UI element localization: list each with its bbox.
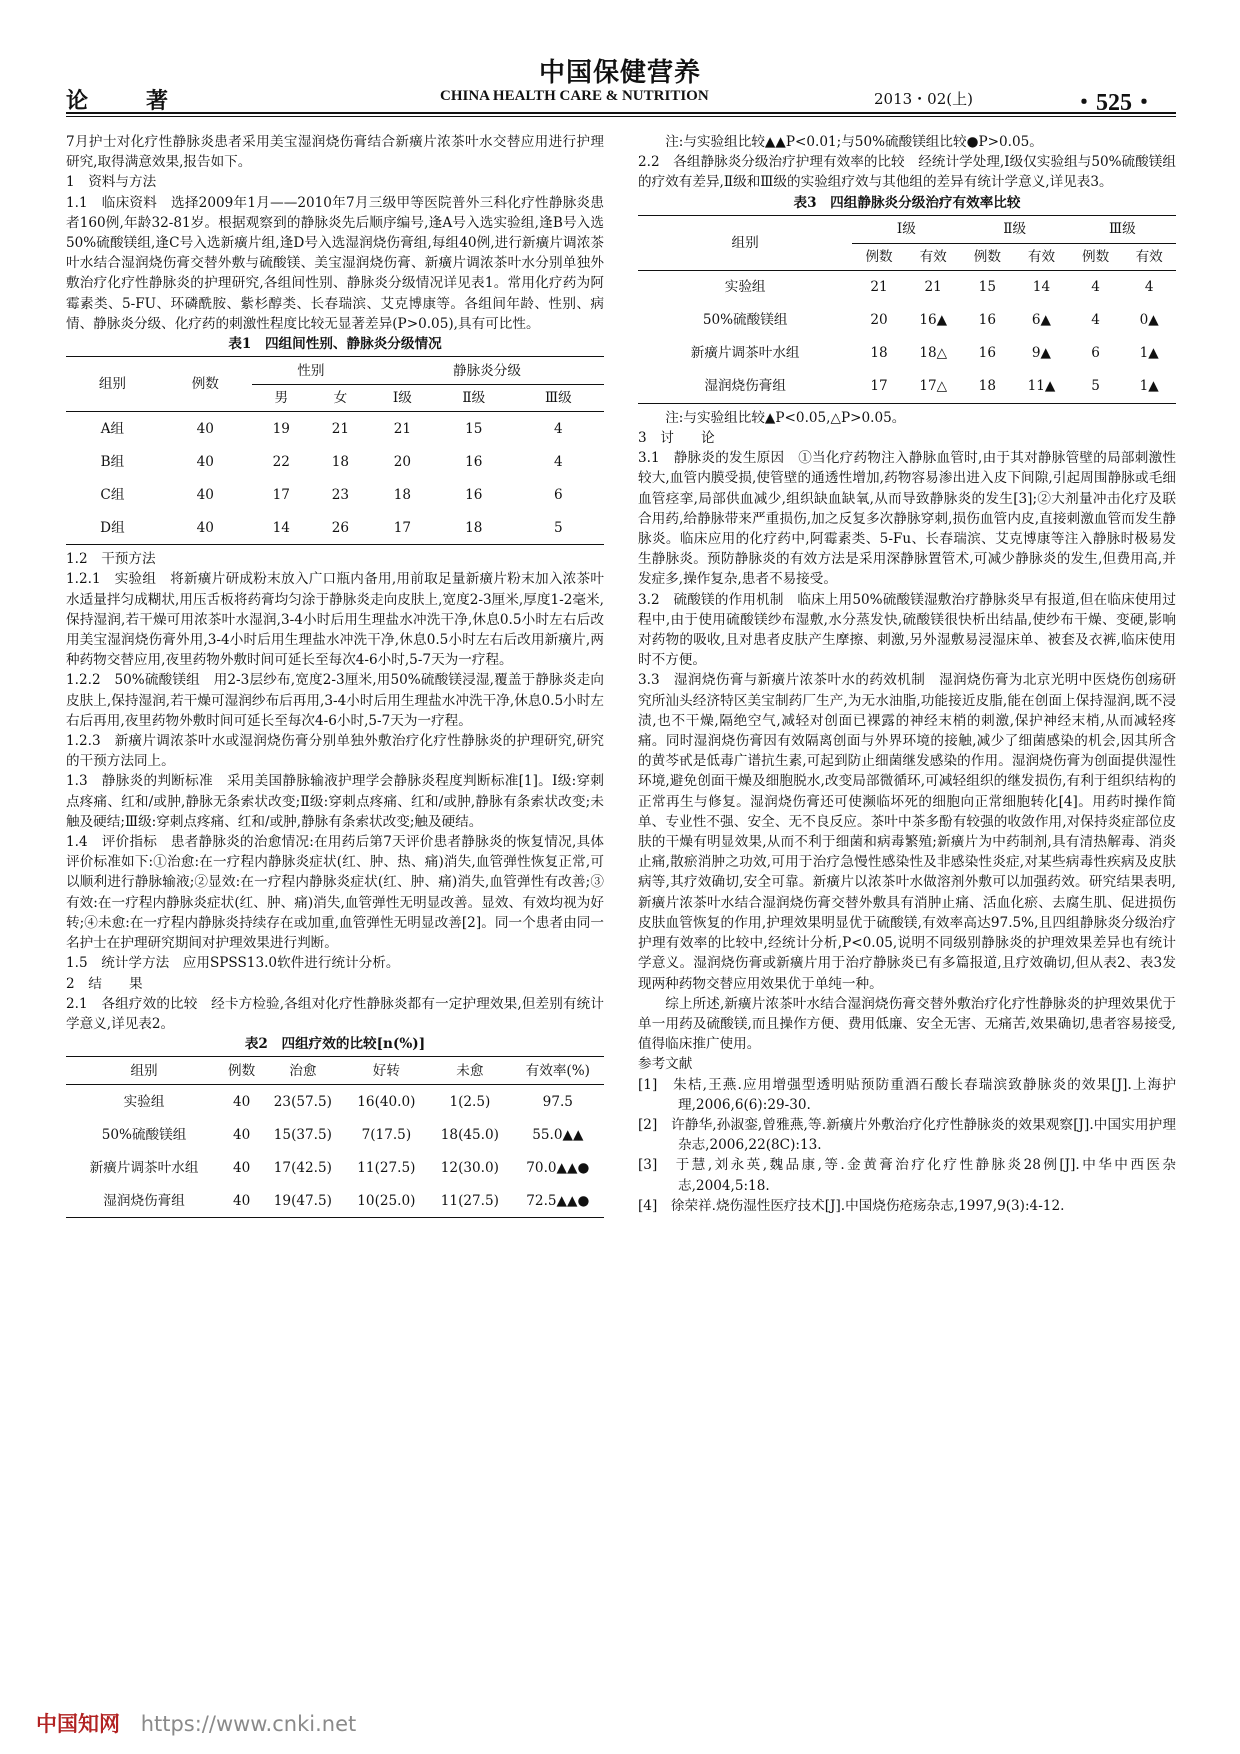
section-label: 论 著 [66,88,187,114]
cnki-logo: 中国知网 [36,1712,120,1736]
table-cell: 18△ [919,345,948,362]
table-cell: 17 [370,511,435,545]
table-cell: 18(45.0) [440,1126,499,1143]
table-cell: 7(17.5) [361,1126,412,1143]
table-cell: 16(40.0) [357,1093,416,1110]
table-header: 性别 [252,357,370,385]
section-heading: 1 资料与方法 [66,174,157,191]
paragraph-1-1: 1.1 临床资料 选择2009年1月——2010年7月三级甲等医院普外三科化疗性静脉炎患者160例,年龄32-81岁。根据观察到的静脉炎先后顺序编号,逢A号入选实验组,逢B号入选50%硫酸镁组,逢C号入选新癀片组,逢D号入选湿润烧伤膏组,每组40例,进行新癀片调浓茶叶水结合湿润烧伤膏交替外敷与硫酸镁、美宝湿润烧伤膏、新癀片调浓茶叶水分别单独外敷治疗化疗性静脉炎的护理研究,各组间性别、静脉炎分级情况详见表1。常用化疗药为阿霉素类、5-FU、环磷酰胺、紫杉醇类、长春瑞滨、艾克博康等。各组间年龄、性别、病情、静脉炎分级、化疗药的刺激性程度比较无显著差异(P>0.05),具有可比性。 [66,194,604,332]
table-cell: 40 [196,420,214,437]
table-cell: 97.5 [542,1093,573,1110]
page-number: ・525・ [1072,90,1156,116]
table-cell: 10(25.0) [345,1184,429,1218]
table-row [638,370,1176,404]
left-column [66,132,604,1222]
table-cell: 40 [196,453,214,470]
table-cell: 70.0▲▲● [526,1159,590,1176]
table-header: Ⅱ级 [961,215,1069,243]
journal-title-en: CHINA HEALTH CARE & NUTRITION [440,88,709,104]
table-2-note: 注:与实验组比较▲▲P<0.01;与50%硫酸镁组比较●P>0.05。 [665,134,1043,150]
table-cell: 18 [435,511,513,545]
table-cell: 21 [393,420,412,437]
table-header: Ⅲ级 [513,385,604,412]
table-header: 有效 [1122,243,1176,270]
table-cell: 4 [1091,312,1100,329]
table-cell: 14 [1032,279,1051,296]
paragraph-1-3: 1.3 静脉炎的判断标准 采用美国静脉输液护理学会静脉炎程度判断标准[1]。Ⅰ级:穿刺点疼痛、红和/或肿,静脉无条索状改变;Ⅱ级:穿刺点疼痛、红和/或肿,静脉有条索状改变;未触及硬结;Ⅲ级:穿刺点疼痛、红和/或肿,静脉有条索状改变;触及硬结。 [66,773,604,830]
table-cell: 1▲ [1122,370,1176,404]
header-rule [66,112,1176,114]
table-row [638,337,1176,370]
table-cell: 72.5▲▲● [512,1184,604,1218]
paragraph-1-4: 1.4 评价指标 患者静脉炎的治愈情况:在用药后第7天评价患者静脉炎的恢复情况,具体评价标准如下:①治愈:在一疗程内静脉炎症状(红、肿、热、痛)消失,血管弹性恢复正常,可以顺利进行静脉输液;②显效:在一疗程内静脉炎症状(红、肿、痛)消失,血管弹性有改善;③有效:在一疗程内静脉炎症状(红、肿、痛)消失,血管弹性无明显改善。显效、有效均视为好转;④未愈:在一疗程内静脉炎持续存在或加重,血管弹性无明显改善[2]。同一个患者由同一名护士在护理研究期间对护理效果进行判断。 [66,834,604,952]
header-rule-thin [66,116,1176,117]
table-cell: 40 [232,1093,251,1110]
table-header: 有效率(%) [512,1057,604,1085]
table-cell: 11▲ [1014,370,1069,404]
table-header: 未愈 [428,1057,512,1085]
table-cell: 20 [393,453,412,470]
table-cell: 湿润烧伤膏组 [638,370,852,404]
table-cell: 23 [331,486,350,503]
table-row [66,1118,604,1151]
reference-item: [2] 许静华,孙淑銮,曾雅燕,等.新癀片外敷治疗化疗性静脉炎的效果观察[J].中国实用护理杂志,2006,22(8C):13. [638,1116,1176,1154]
table-row [66,478,604,511]
table-header: 组别 [66,1057,222,1085]
table-header: 例数 [1069,243,1123,270]
table-cell: 16 [465,453,483,470]
table-cell: D组 [66,511,159,545]
table-cell: 20 [870,312,888,329]
table-cell: 21 [870,279,888,296]
footer-watermark [36,1708,356,1738]
table-cell: 5 [513,511,604,545]
paragraph-3-2: 3.2 硫酸镁的作用机制 临床上用50%硫酸镁湿敷治疗静脉炎早有报道,但在临床使用过程中,由于使用硫酸镁纱布湿敷,水分蒸发快,硫酸镁很快析出结晶,使纱布干燥、变硬,影响对药物的吸收,且对患者皮肤产生摩擦、刺激,另外湿敷易浸湿床单、被套及衣裤,临床使用时不方便。 [638,591,1176,669]
table-cell: 40 [222,1184,261,1218]
table-3 [638,215,1176,404]
table-cell: 17(42.5) [273,1159,332,1176]
subsection-heading: 1.2 干预方法 [66,551,156,568]
table-cell: 4 [554,453,563,470]
table-cell: 16▲ [919,312,948,329]
table-row [638,270,1176,304]
table-cell: 22 [272,453,290,470]
table-row [66,1085,604,1119]
table-row [66,412,604,446]
table-header: 例数 [159,357,252,412]
table-row [66,1151,604,1184]
table-cell: A组 [100,420,125,437]
journal-title-cn: 中国保健营养 [538,58,701,88]
table-cell: 16 [978,345,996,362]
reference-item: [4] 徐荣祥.烧伤湿性医疗技术[J].中国烧伤疮疡杂志,1997,9(3):4-12. [638,1197,1065,1214]
paragraph-3-3: 3.3 湿润烧伤膏与新癀片浓茶叶水的药效机制 湿润烧伤膏为北京光明中医烧伤创疡研究所汕头经济特区美宝制药厂生产,为无水油脂,功能接近皮脂,能在创面上保持湿润,既不浸渍,也不干燥,隔绝空气,减轻对创面已裸露的神经末梢的刺激,保护神经末梢,从而减轻疼痛。同时湿润烧伤膏因有效隔离创面与外界环境的接触,减少了细菌感染的机会,因其所含的黄芩甙是低毒广谱抗生素,可起到防止细菌继发感染的作用。湿润烧伤膏为创面提供湿性环境,避免创面干燥及细胞脱水,改变局部微循环,可减轻组织的继发损伤,有利于组织结构的正常再生与修复。湿润烧伤膏还可使濒临坏死的细胞向正常细胞转化[4]。用药时操作简单、专业性不强、安全、无不良反应。茶叶中茶多酚有较强的收敛作用,对保持炎症部位皮肤的干燥有明显效果,从而不利于细菌和病毒繁殖;新癀片为中药制剂,具有清热解毒、消炎止痛,散瘀消肿之功效,可用于治疗急慢性感染性及非感染性炎症,对某些病毒性疾病及皮肤病等,其疗效确切,安全可靠。新癀片以浓茶叶水做溶剂外敷可以加强药效。研究结果表明,新癀片浓茶叶水结合湿润烧伤膏交替外敷具有消肿止痛、活血化瘀、去腐生肌、促进损伤皮肤血管恢复的作用,护理效果明显优于硫酸镁,有效率高达97.5%,且四组静脉炎分级治疗护理有效率的比较中,经统计分析,P<0.05,说明不同级别静脉炎的护理效果差异也有统计学意义。湿润烧伤膏或新癀片用于治疗静脉炎已有多篇报道,且疗效确切,但从表2、表3发现两种药物交替应用效果优于单纯一种。 [638,672,1176,992]
table-3-caption: 表3 四组静脉炎分级治疗有效率比较 [793,194,1021,211]
table-cell: 1(2.5) [449,1093,491,1110]
table-cell: 11(27.5) [357,1159,416,1176]
intro-paragraph: 7月护士对化疗性静脉炎患者采用美宝湿润烧伤膏结合新癀片浓茶叶水交替应用进行护理研究,取得满意效果,报告如下。 [66,134,604,171]
table-cell: 新癀片调茶叶水组 [89,1159,199,1176]
references-heading: 参考文献 [638,1056,693,1073]
table-header: 例数 [852,243,906,270]
paragraph-2-1: 2.1 各组疗效的比较 经卡方检验,各组对化疗性静脉炎都有一定护理效果,但差别有统计学意义,详见表2。 [66,995,604,1032]
table-cell: 18 [870,345,888,362]
table-cell: 40 [232,1126,251,1143]
table-cell: 26 [311,511,370,545]
issue-date: 2013・02(上) [874,90,973,108]
table-cell: 9▲ [1031,345,1052,362]
table-cell: 40 [196,486,214,503]
table-cell: 1▲ [1139,345,1159,362]
table-cell: 19(47.5) [261,1184,345,1218]
table-cell: 6 [1091,345,1100,362]
table-header: 静脉炎分级 [370,357,604,385]
table-header: 有效 [1014,243,1069,270]
table-cell: 实验组 [123,1093,165,1110]
table-cell: 湿润烧伤膏组 [66,1184,222,1218]
paragraph-1-2-2: 1.2.2 50%硫酸镁组 用2-3层纱布,宽度2-3厘米,用50%硫酸镁浸湿,覆盖于静脉炎走向皮肤上,保持湿润,若干燥可湿润纱布后再用,3-4小时后用生理盐水冲洗干净,休息0.5小时左右后再用,夜里药物外敷时间可延长至每次4-6小时,5-7天为一疗程。 [66,672,604,729]
reference-item: [1] 朱桔,王燕.应用增强型透明贴预防重酒石酸长春瑞滨致静脉炎的效果[J].上海护理,2006,6(6):29-30. [638,1076,1176,1113]
table-header: 好转 [345,1057,429,1085]
table-cell: 4 [1144,279,1154,296]
table-header: Ⅰ级 [370,385,435,412]
right-column [638,132,1176,1216]
table-cell: 15(37.5) [273,1126,332,1143]
table-row [66,445,604,478]
table-cell: 18 [331,453,350,470]
table-cell: 12(30.0) [440,1159,499,1176]
table-header: 有效 [906,243,961,270]
paragraph-2-2: 2.2 各组静脉炎分级治疗护理有效率的比较 经统计学处理,Ⅰ级仅实验组与50%硫酸镁组的疗效有差异,Ⅱ级和Ⅲ级的实验组疗效与其他组的差异有统计学意义,详见表3。 [638,154,1176,191]
table-cell: 14 [252,511,311,545]
table-cell: 0▲ [1139,312,1159,329]
table-1 [66,356,604,545]
table-header: 组别 [638,215,852,270]
table-cell: 5 [1069,370,1123,404]
table-cell: 40 [159,511,252,545]
table-cell: 15 [465,420,483,437]
section-heading: 2 结 果 [66,975,143,992]
table-cell: 17 [852,370,906,404]
table-cell: 21 [331,420,350,437]
table-3-note: 注:与实验组比较▲P<0.05,△P>0.05。 [665,409,906,426]
table-cell: 4 [554,420,563,437]
table-cell: B组 [100,453,125,470]
table-cell: 15 [978,279,996,296]
table-cell: 18 [961,370,1015,404]
table-cell: 17△ [906,370,961,404]
table-cell: 17 [272,486,290,503]
table-cell: 19 [272,420,290,437]
table-cell: 4 [1091,279,1100,296]
table-cell: 实验组 [724,279,766,296]
table-cell: 新癀片调茶叶水组 [690,345,800,362]
table-1-caption: 表1 四组间性别、静脉炎分级情况 [228,336,442,353]
paragraph-1-2-3: 1.2.3 新癀片调浓茶叶水或湿润烧伤膏分别单独外敷治疗化疗性静脉炎的护理研究,研究的干预方法同上。 [66,733,604,770]
table-row [638,304,1176,337]
table-cell: 50%硫酸镁组 [702,312,788,329]
table-header: 治愈 [261,1057,345,1085]
table-header: 例数 [961,243,1015,270]
table-header: 男 [252,385,311,412]
table-header: 女 [311,385,370,412]
paragraph-1-5: 1.5 统计学方法 应用SPSS13.0软件进行统计分析。 [66,955,400,972]
reference-item: [3] 于慧,刘永英,魏品康,等.金黄膏治疗化疗性静脉炎28例[J].中华中西医杂志,2004,5:18. [638,1157,1176,1194]
table-cell: 23(57.5) [273,1093,332,1110]
table-cell: 50%硫酸镁组 [101,1126,187,1143]
summary-paragraph: 综上所述,新癀片浓茶叶水结合湿润烧伤膏交替外敷治疗化疗性静脉炎的护理效果优于单一用药及硫酸镁,而且操作方便、费用低廉、安全无害、无痛苦,效果确切,患者容易接受,值得临床推广使用。 [638,995,1177,1053]
table-header: 例数 [222,1057,261,1085]
table-row [66,511,604,545]
table-header: Ⅰ级 [852,215,960,243]
table-2 [66,1056,604,1218]
table-cell: 6▲ [1031,312,1052,329]
section-heading: 3 讨 论 [638,430,715,447]
table-cell: 40 [232,1159,251,1176]
table-cell: 6 [554,486,563,503]
table-row [66,1184,604,1218]
table-header: Ⅲ级 [1069,215,1176,243]
paragraph-3-1: 3.1 静脉炎的发生原因 ①当化疗药物注入静脉血管时,由于其对静脉管壁的局部刺激性较大,血管内膜受损,使管壁的通透性增加,药物容易渗出进入皮下间隙,引起周围静脉或毛细血管痉挛,局部供血减少,组织缺血缺氧,从而导致静脉炎的发生[3];②大剂量冲击化疗及联合用药,给静脉带来严重损伤,加之反复多次静脉穿刺,损伤血管内皮,直接刺激血管而发生静脉炎。临床应用的化疗药中,阿霉素类、5-Fu、长春瑞滨、艾克博康等注入静脉时极易发生静脉炎。预防静脉炎的有效方法是采用深静脉置管术,可减少静脉炎的发生,但费用高,并发症多,操作复杂,患者不易接受。 [638,450,1176,588]
paragraph-1-2-1: 1.2.1 实验组 将新癀片研成粉末放入广口瓶内备用,用前取足量新癀片粉末加入浓茶叶水适量拌匀成糊状,用压舌板将药膏均匀涂于静脉炎走向皮肤上,宽度2-3厘米,厚度1-2毫米,保持湿润,若干燥可用浓茶叶水湿润,3-4小时后用生理盐水冲洗干净,休息0.5小时左右后改用美宝湿润烧伤膏外用,3-4小时后用生理盐水冲洗干净,休息0.5小时左右后改用新癀片,两种药物交替应用,夜里药物外敷时间可延长至每次4-6小时,5-7天为一疗程。 [66,571,604,669]
table-header: 组别 [66,357,159,412]
table-cell: 55.0▲▲ [532,1126,584,1143]
table-cell: 11(27.5) [428,1184,512,1218]
table-cell: C组 [100,486,125,503]
references-list [638,1075,1176,1216]
table-2-caption: 表2 四组疗效的比较[n(%)] [244,1036,426,1053]
table-cell: 16 [465,486,483,503]
table-cell: 16 [978,312,996,329]
table-cell: 21 [924,279,942,296]
cnki-url[interactable]: https://www.cnki.net [140,1712,357,1736]
table-cell: 18 [393,486,412,503]
table-header: Ⅱ级 [435,385,513,412]
